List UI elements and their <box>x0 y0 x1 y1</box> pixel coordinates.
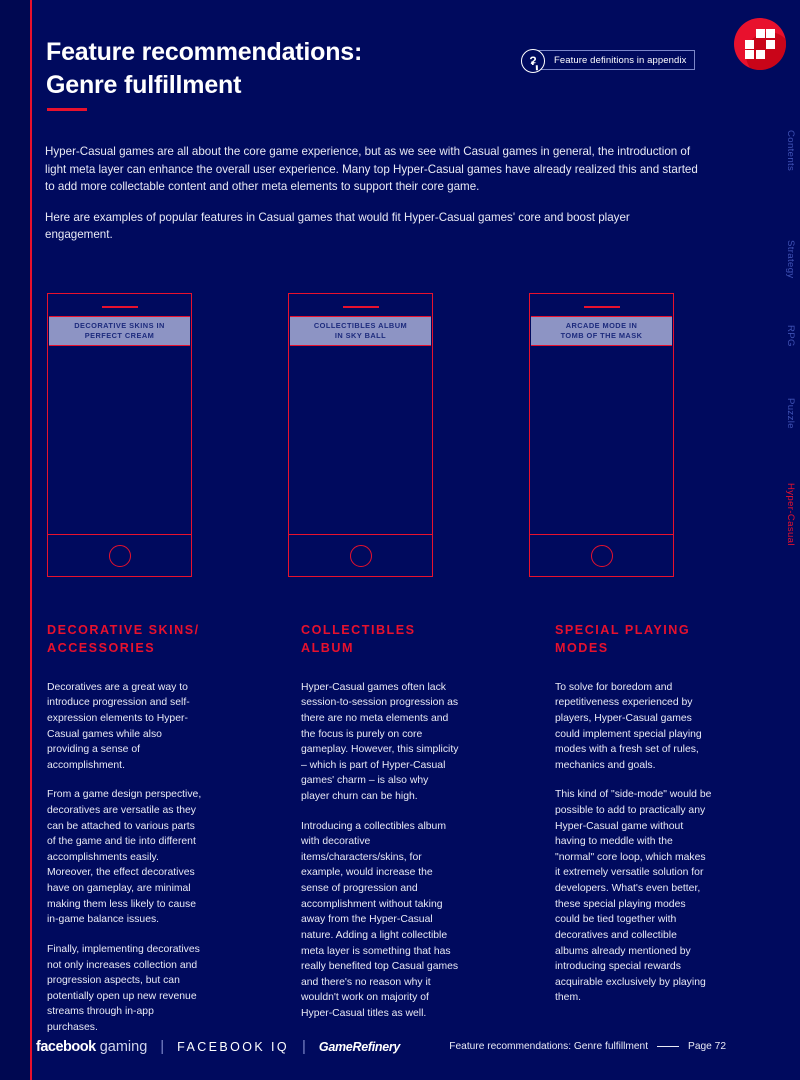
column-heading: SPECIAL PLAYING MODES <box>555 623 691 655</box>
section-sidenav <box>770 0 800 1080</box>
phone-label-line1: ARCADE MODE IN <box>565 321 638 331</box>
facebook-wordmark: facebook <box>36 1038 96 1055</box>
column-paragraph: To solve for boredom and repetitiveness experienced by players, Hyper-Casual games could implement special playing modes with a fresh set of rules, mechanics and goals. <box>555 681 702 771</box>
phone-mockup <box>47 293 192 577</box>
sidebar-item-rpg[interactable]: RPG <box>785 325 796 347</box>
phone-speaker-icon <box>343 306 379 308</box>
phone-mockup <box>529 293 674 577</box>
phone-bottom-divider <box>48 534 191 536</box>
page-title-line1: Feature recommendations: <box>46 38 363 66</box>
gaming-wordmark: gaming <box>99 1038 148 1055</box>
feature-column-special-playing-modes <box>555 622 713 1036</box>
phone-mockup <box>288 293 433 577</box>
feature-column-decorative-skins <box>47 622 205 1036</box>
footer-brand-row <box>36 1038 400 1055</box>
page-title-line2: Genre fulfillment <box>46 71 242 99</box>
column-paragraph: Finally, implementing decoratives not only increases collection and progression aspects, but can potentially open up new revenue streams through in-app purchases. <box>47 943 200 1033</box>
feature-column-collectibles-album <box>301 622 459 1036</box>
footer-page-number: Page 72 <box>688 1041 726 1052</box>
column-paragraph: Hyper-Casual games often lack session-to-session progression as there are no meta elements and the focus is purely on core gameplay. However, this simplicity – which is part of Hyper-Casual games' charm – is also why player churn can be high. <box>301 681 459 803</box>
appendix-badge-label: Feature definitions in appendix <box>554 54 687 66</box>
sidebar-item-puzzle[interactable]: Puzzle <box>785 398 796 429</box>
footer-divider: | <box>160 1038 165 1055</box>
phone-home-button <box>591 545 613 567</box>
column-paragraph: From a game design perspective, decoratives are versatile as they can be attached to various parts of the game and tie into different accomplishments easily. Moreover, the effect decoratives have on gameplay, are minimal making them less likely to cause in-game balance issues. <box>47 789 202 926</box>
phone-label-line2: PERFECT CREAM <box>84 331 155 340</box>
facebook-iq-logo: FACEBOOK IQ <box>177 1039 290 1054</box>
page-footer <box>0 1026 800 1080</box>
phone-screen-label <box>531 316 672 346</box>
column-heading: DECORATIVE SKINS/ ACCESSORIES <box>47 623 200 655</box>
footer-divider: | <box>302 1038 306 1055</box>
phone-home-button <box>350 545 372 567</box>
column-paragraph: Introducing a collectibles album with decorative items/characters/skins, for example, would increase the sense of progression and accomplishment without taking away from the Hyper-Casual nature. Adding a light collectible meta layer is something that has really benefited top Casual games and there's no reason why it wouldn't work on majority of Hyper-Casual titles as well. <box>301 820 459 1019</box>
facebook-gaming-logo <box>36 1039 147 1055</box>
column-paragraph: This kind of "side-mode" would be possible to add to practically any Hyper-Casual game without having to meddle with the "normal" core loop, which makes it extremely versatile solution for developers. What's even better, these special playing modes could be tied together with decoratives and collectible albums already mentioned by introducing special rewards acquirable exclusively by playing them. <box>555 789 712 1004</box>
cursor-icon <box>531 61 537 65</box>
phone-label-line2: TOMB OF THE MASK <box>560 331 643 340</box>
footer-dash <box>657 1046 679 1047</box>
intro-paragraph-2: Here are examples of popular features in Casual games that would fit Hyper-Casual games' core and boost player engagement. <box>45 210 630 242</box>
phone-home-button <box>109 545 131 567</box>
intro-paragraph-1: Hyper-Casual games are all about the core game experience, but as we see with Casual games in general, the introduction of light meta layer can enhance the overall user experience. Many top Hyper-Casual games have already realized this and started to add more collectable content and other meta elements to support their core game. <box>45 145 698 194</box>
intro-text <box>45 143 700 244</box>
sidebar-item-contents[interactable]: Contents <box>785 130 796 172</box>
column-paragraph: Decoratives are a great way to introduce progression and self-expression elements to Hyper-Casual games while also providing a sense of accomplishment. <box>47 681 190 771</box>
phone-bottom-divider <box>530 534 673 536</box>
phone-label-line1: DECORATIVE SKINS IN <box>74 321 165 331</box>
sidebar-item-strategy[interactable]: Strategy <box>785 240 796 279</box>
footer-page-info <box>449 1041 726 1052</box>
phone-screen-label <box>49 316 190 346</box>
left-gutter <box>0 0 30 1080</box>
column-heading: COLLECTIBLES ALBUM <box>301 623 416 655</box>
left-red-rule <box>30 0 32 1080</box>
phone-label-line1: COLLECTIBLES ALBUM <box>313 321 408 331</box>
appendix-badge[interactable] <box>531 50 695 70</box>
page-title <box>46 36 516 102</box>
phone-label-line2: IN SKY BALL <box>334 331 387 340</box>
phone-mockup-row <box>47 293 695 577</box>
phone-speaker-icon <box>102 306 138 308</box>
title-underline <box>47 108 87 111</box>
phone-speaker-icon <box>584 306 620 308</box>
phone-screen-label <box>290 316 431 346</box>
gamerefinery-wordmark: GameRefinery <box>318 1039 401 1054</box>
footer-doc-title: Feature recommendations: Genre fulfillment <box>449 1041 649 1052</box>
phone-bottom-divider <box>289 534 432 536</box>
sidebar-item-hyper-casual[interactable]: Hyper-Casual <box>785 483 796 546</box>
feature-columns <box>47 622 713 1036</box>
question-mark-icon: ? <box>521 49 545 73</box>
